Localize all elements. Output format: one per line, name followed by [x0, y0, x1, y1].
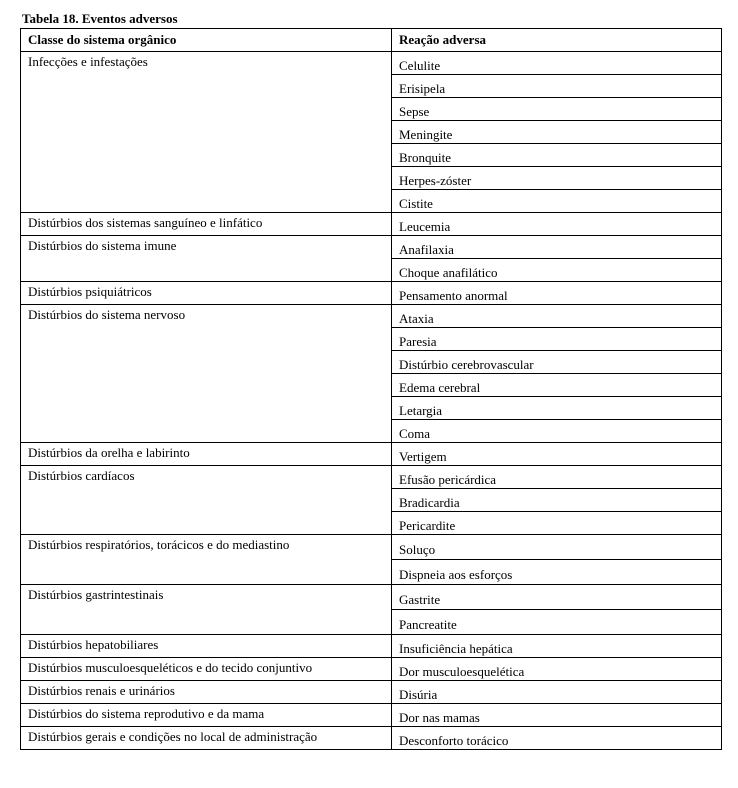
- adverse-reaction-cell: [392, 512, 722, 535]
- organ-class-cell: Distúrbios hepatobiliares: [21, 635, 392, 658]
- organ-class-cell: Distúrbios gerais e condições no local de administração: [21, 727, 392, 750]
- adverse-reaction-label: Dor musculoesquelética: [399, 663, 525, 679]
- adverse-reaction-label: Sepse: [399, 103, 430, 119]
- organ-class-header: Classe do sistema orgânico: [21, 29, 392, 52]
- adverse-reaction-label: Pericardite: [399, 517, 456, 533]
- table-row: [21, 466, 722, 489]
- table-row: [21, 282, 722, 305]
- adverse-reaction-label: Gastrite: [399, 591, 441, 607]
- adverse-reaction-cell: [392, 681, 722, 704]
- adverse-reaction-cell: [392, 236, 722, 259]
- adverse-reaction-label: Pensamento anormal: [399, 287, 508, 303]
- adverse-reaction-header: Reação adversa: [392, 29, 722, 52]
- adverse-reaction-cell: [392, 397, 722, 420]
- adverse-reaction-cell: [392, 585, 722, 610]
- adverse-reaction-label: Soluço: [399, 541, 436, 557]
- table-caption: Tabela 18. Eventos adversos: [22, 11, 178, 26]
- organ-class-cell: Distúrbios renais e urinários: [21, 681, 392, 704]
- adverse-reaction-cell: [392, 727, 722, 750]
- organ-class-cell: Infecções e infestações: [21, 52, 392, 213]
- adverse-reaction-label: Meningite: [399, 126, 453, 142]
- table-row: [21, 213, 722, 236]
- adverse-reaction-cell: [392, 489, 722, 512]
- organ-class-cell: Distúrbios da orelha e labirinto: [21, 443, 392, 466]
- adverse-reaction-label: Ataxia: [399, 310, 434, 326]
- adverse-reaction-label: Vertigem: [399, 448, 447, 464]
- adverse-reaction-label: Disúria: [399, 686, 438, 702]
- organ-class-cell: Distúrbios do sistema imune: [21, 236, 392, 282]
- adverse-reaction-label: Leucemia: [399, 218, 451, 234]
- adverse-reaction-cell: [392, 443, 722, 466]
- adverse-reaction-label: Cistite: [399, 195, 433, 211]
- adverse-reaction-label: Distúrbio cerebrovascular: [399, 356, 534, 372]
- adverse-reaction-label: Bradicardia: [399, 494, 460, 510]
- table-row: [21, 305, 722, 328]
- adverse-reaction-cell: [392, 52, 722, 75]
- adverse-reaction-label: Pancreatite: [399, 616, 457, 632]
- adverse-reaction-label: Letargia: [399, 402, 443, 418]
- table-row: [21, 635, 722, 658]
- adverse-reaction-cell: [392, 560, 722, 585]
- adverse-reaction-label: Choque anafilático: [399, 264, 498, 280]
- adverse-reaction-cell: [392, 610, 722, 635]
- organ-class-cell: Distúrbios dos sistemas sanguíneo e linfático: [21, 213, 392, 236]
- adverse-reaction-label: Insuficiência hepática: [399, 640, 513, 656]
- adverse-reaction-cell: [392, 305, 722, 328]
- adverse-reaction-cell: [392, 213, 722, 236]
- table-row: [21, 658, 722, 681]
- adverse-reaction-cell: [392, 75, 722, 98]
- header-row: [21, 29, 722, 52]
- adverse-reaction-cell: [392, 144, 722, 167]
- adverse-reaction-label: Bronquite: [399, 149, 451, 165]
- adverse-reaction-cell: [392, 466, 722, 489]
- organ-class-cell: Distúrbios gastrintestinais: [21, 585, 392, 635]
- organ-class-cell: Distúrbios do sistema nervoso: [21, 305, 392, 443]
- organ-class-cell: Distúrbios musculoesqueléticos e do tecido conjuntivo: [21, 658, 392, 681]
- table-row: [21, 681, 722, 704]
- adverse-reaction-cell: [392, 121, 722, 144]
- table-row: [21, 535, 722, 560]
- organ-class-cell: Distúrbios psiquiátricos: [21, 282, 392, 305]
- organ-class-cell: Distúrbios cardíacos: [21, 466, 392, 535]
- adverse-reaction-cell: [392, 98, 722, 121]
- adverse-reaction-label: Anafilaxia: [399, 241, 454, 257]
- adverse-reaction-cell: [392, 420, 722, 443]
- adverse-reaction-cell: [392, 658, 722, 681]
- table-row: [21, 236, 722, 259]
- table-row: [21, 727, 722, 750]
- table-row: [21, 585, 722, 610]
- adverse-reaction-cell: [392, 704, 722, 727]
- table-row: [21, 52, 722, 75]
- adverse-reaction-label: Herpes-zóster: [399, 172, 472, 188]
- adverse-reaction-cell: [392, 635, 722, 658]
- adverse-reaction-label: Dor nas mamas: [399, 709, 480, 725]
- table-row: [21, 704, 722, 727]
- table-body: [21, 52, 722, 750]
- adverse-reaction-cell: [392, 282, 722, 305]
- adverse-reaction-label: Coma: [399, 425, 431, 441]
- adverse-reaction-cell: [392, 259, 722, 282]
- adverse-reaction-label: Dispneia aos esforços: [399, 566, 513, 582]
- adverse-reaction-label: Celulite: [399, 57, 441, 73]
- adverse-reaction-cell: [392, 167, 722, 190]
- table-row: [21, 443, 722, 466]
- adverse-events-table: [20, 28, 722, 750]
- adverse-reaction-cell: [392, 351, 722, 374]
- organ-class-cell: Distúrbios respiratórios, torácicos e do mediastino: [21, 535, 392, 585]
- adverse-reaction-label: Paresia: [399, 333, 437, 349]
- adverse-reaction-label: Erisipela: [399, 80, 446, 96]
- adverse-reaction-cell: [392, 374, 722, 397]
- adverse-reaction-label: Edema cerebral: [399, 379, 481, 395]
- adverse-reaction-cell: [392, 190, 722, 213]
- adverse-reaction-label: Efusão pericárdica: [399, 471, 497, 487]
- adverse-reaction-label: Desconforto torácico: [399, 732, 509, 748]
- adverse-reaction-cell: [392, 328, 722, 351]
- organ-class-cell: Distúrbios do sistema reprodutivo e da mama: [21, 704, 392, 727]
- adverse-reaction-cell: [392, 535, 722, 560]
